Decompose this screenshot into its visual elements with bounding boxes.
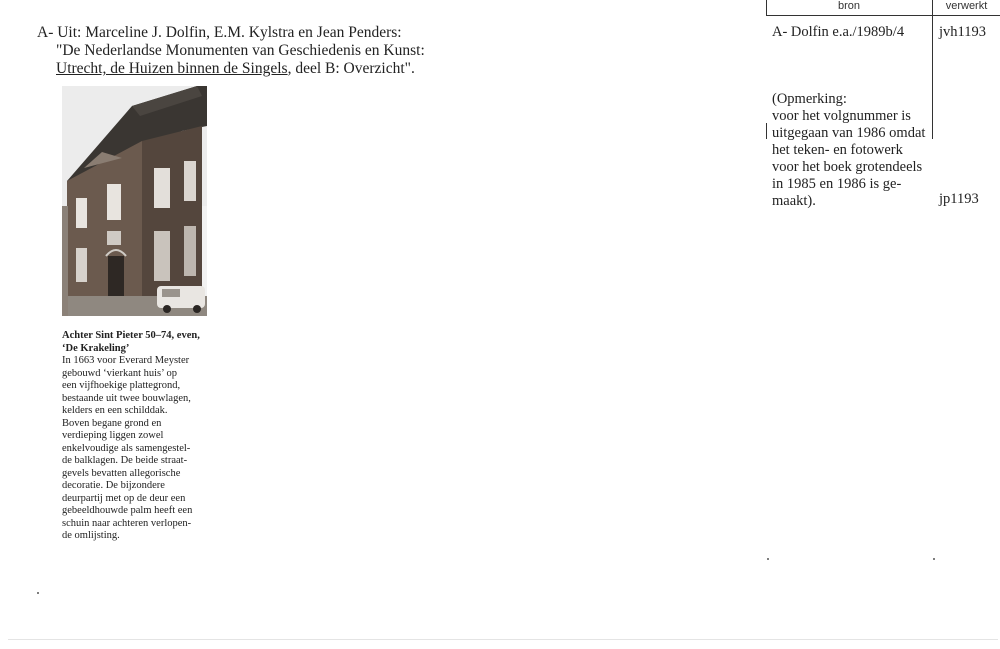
- citation-line-1: [37, 24, 425, 42]
- remark-line: uitgegaan van 1986 omdat: [772, 125, 926, 141]
- table-header-rule: [766, 15, 1000, 16]
- processed-by-2: jp1193: [939, 191, 979, 207]
- caption-line: schuin naar achteren verlopen-: [62, 517, 192, 529]
- citation-prefix: A-: [37, 24, 54, 41]
- caption-line: deurpartij met op de deur een: [62, 492, 186, 504]
- caption-line: verdieping liggen zowel: [62, 430, 164, 441]
- remark-line: in 1985 en 1986 is ge-: [772, 176, 902, 192]
- caption-line: decoratie. De bijzondere: [62, 480, 165, 491]
- caption-line: gebouwd ‘vierkant huis’ op: [62, 367, 177, 379]
- caption-title-line-1: Achter Sint Pieter 50–74, even,: [62, 330, 200, 341]
- caption-line: gebeeldhouwde palm heeft een: [62, 505, 193, 516]
- remark-note: [772, 91, 925, 210]
- column-header-verwerkt: verwerkt: [945, 0, 988, 12]
- building-photo: [62, 86, 207, 316]
- caption-line: een vijfhoekige plattegrond,: [62, 380, 181, 391]
- building-photo-image: [62, 86, 207, 316]
- caption-line: Boven begane grond en: [62, 417, 162, 429]
- citation-text-3-rest: , deel B: Overzicht".: [287, 60, 415, 77]
- citation-block: [37, 24, 425, 78]
- scan-speck: [37, 592, 39, 594]
- caption-line: kelders en een schilddak.: [62, 405, 168, 416]
- table-column-divider: [932, 0, 933, 139]
- caption-line: de omlijsting.: [62, 530, 120, 541]
- citation-text-1: Uit: Marceline J. Dolfin, E.M. Kylstra en Jean Penders:: [57, 24, 402, 41]
- caption-line: In 1663 voor Everard Meyster: [62, 355, 190, 366]
- table-left-border-bottom: [766, 123, 767, 139]
- caption-line: enkelvoudige als samengestel-: [62, 442, 191, 454]
- remark-line: maakt).: [772, 193, 816, 209]
- remark-line: (Opmerking:: [772, 91, 847, 107]
- column-header-bron: bron: [837, 0, 861, 12]
- processed-by-1: jvh1193: [939, 24, 986, 40]
- citation-line-3: [37, 60, 425, 78]
- caption-title-line-2: ‘De Krakeling’: [62, 342, 130, 354]
- remark-line: het teken- en fotowerk: [772, 142, 903, 158]
- source-entry: A- Dolfin e.a./1989b/4: [772, 24, 905, 40]
- remark-line: voor het boek grotendeels: [772, 159, 923, 175]
- caption-line: bestaande uit twee bouwlagen,: [62, 392, 191, 404]
- scan-speck: [767, 558, 769, 560]
- citation-line-2: "De Nederlandse Monumenten van Geschiedenis en Kunst:: [56, 42, 425, 59]
- page-bottom-rule: [8, 639, 998, 640]
- book-title-underlined: Utrecht, de Huizen binnen de Singels: [56, 60, 288, 77]
- remark-line: voor het volgnummer is: [772, 108, 911, 124]
- photo-caption: [62, 330, 212, 543]
- scan-speck: [933, 558, 935, 560]
- caption-line: de balklagen. De beide straat-: [62, 455, 188, 466]
- caption-line: gevels bevatten allegorische: [62, 467, 181, 479]
